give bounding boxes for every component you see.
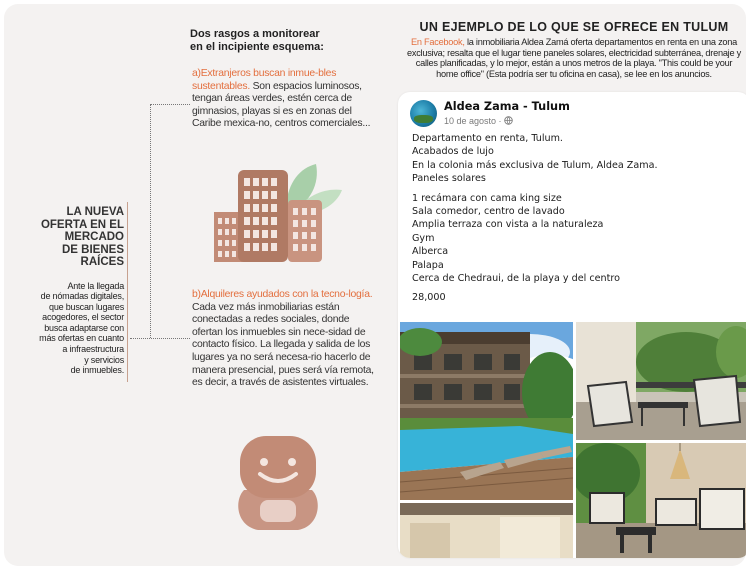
example-title: UN EJEMPLO DE LO QUE SE OFRECE EN TULUM [419, 20, 729, 34]
globe-icon [504, 116, 513, 125]
trait-b-paragraph [192, 289, 377, 390]
post-line: En la colonia más exclusiva de Tulum, Aldea Zama. [412, 159, 658, 171]
traits-heading: Dos rasgos a monitorear en el incipiente esquema: [190, 28, 324, 53]
post-date [444, 116, 513, 126]
facebook-label: En Facebook, [410, 37, 465, 47]
example-intro [404, 37, 744, 80]
section-intro: Ante la llegada de nómadas digitales, que buscan lugares acogedores, el sector busca adaptarse con más ofertas en cuanto a infraestructura y servicios de inmuebles. [39, 280, 124, 376]
post-photo-grid [400, 322, 746, 558]
pool-photo[interactable] [400, 322, 573, 500]
post-line: Palapa [412, 259, 444, 271]
buildings-leaf-icon [208, 154, 348, 264]
connector-line [150, 104, 151, 338]
trait-b-text: Cada vez más inmobiliarias están conectadas a redes sociales, donde ofertan los inmuebles sin nece-sidad de contacto físico. La llegada y salida de los lugares ya no será necesa-rio hacerlo de manera presencial, pues será vía remota, es decir, a través de asistentes virtuales. [192, 301, 374, 389]
post-line: Alberca [412, 246, 449, 258]
virtual-assistant-icon [230, 430, 326, 536]
facebook-post-card [398, 92, 746, 558]
avatar[interactable] [410, 100, 437, 127]
post-date-text: 10 de agosto · [444, 116, 502, 126]
post-line: Cerca de Chedraui, de la playa y del centro [412, 272, 620, 284]
left-column [24, 204, 124, 376]
post-line: 1 recámara con cama king size [412, 192, 562, 204]
infographic-page [4, 4, 746, 566]
trait-a-paragraph [192, 68, 377, 131]
post-price: 28,000 [412, 292, 446, 304]
post-line: Gym [412, 232, 435, 244]
connector-line [130, 338, 190, 339]
post-line: Acabados de lujo [412, 146, 494, 158]
room-photo[interactable] [400, 503, 573, 558]
page-name[interactable]: Aldea Zama - Tulum [444, 100, 570, 113]
divider-rule [127, 202, 128, 382]
post-line: Paneles solares [412, 173, 486, 185]
trait-b-lead: b)Alquileres ayudados con la tecno-logía. [192, 289, 373, 300]
trait-a-text: Son espacios luminosos, tengan áreas verdes, estén cerca de gimnasios, playas si es en zonas del Caribe mexica-no, centros comerciales... [192, 80, 371, 130]
post-line: Sala comedor, centro de lavado [412, 205, 565, 217]
patio-furniture-photo[interactable] [576, 443, 746, 558]
example-intro-text: la inmobiliaria Aldea Zamá oferta departamentos en renta en una zona exclusiva; resalta que el lugar tiene paneles solares, electricidad subterránea, drenaje y calles planificadas, y lo mejor, están a unos metros de la playa. "This could be your home office" (Esta podría ser tu oficina en casa), se lee en los anuncios. [407, 37, 741, 80]
post-line: Departamento en renta, Tulum. [412, 133, 563, 144]
terrace-chairs-photo[interactable] [576, 322, 746, 440]
trait-a-lead: a)Extranjeros buscan inmue-bles sustentables. [192, 68, 337, 92]
section-title: LA NUEVA OFERTA EN EL MERCADO DE BIENES RAÍCES [40, 206, 124, 268]
post-body [412, 132, 742, 305]
connector-line [150, 104, 190, 105]
post-line: Amplia terraza con vista a la naturaleza [412, 219, 604, 231]
